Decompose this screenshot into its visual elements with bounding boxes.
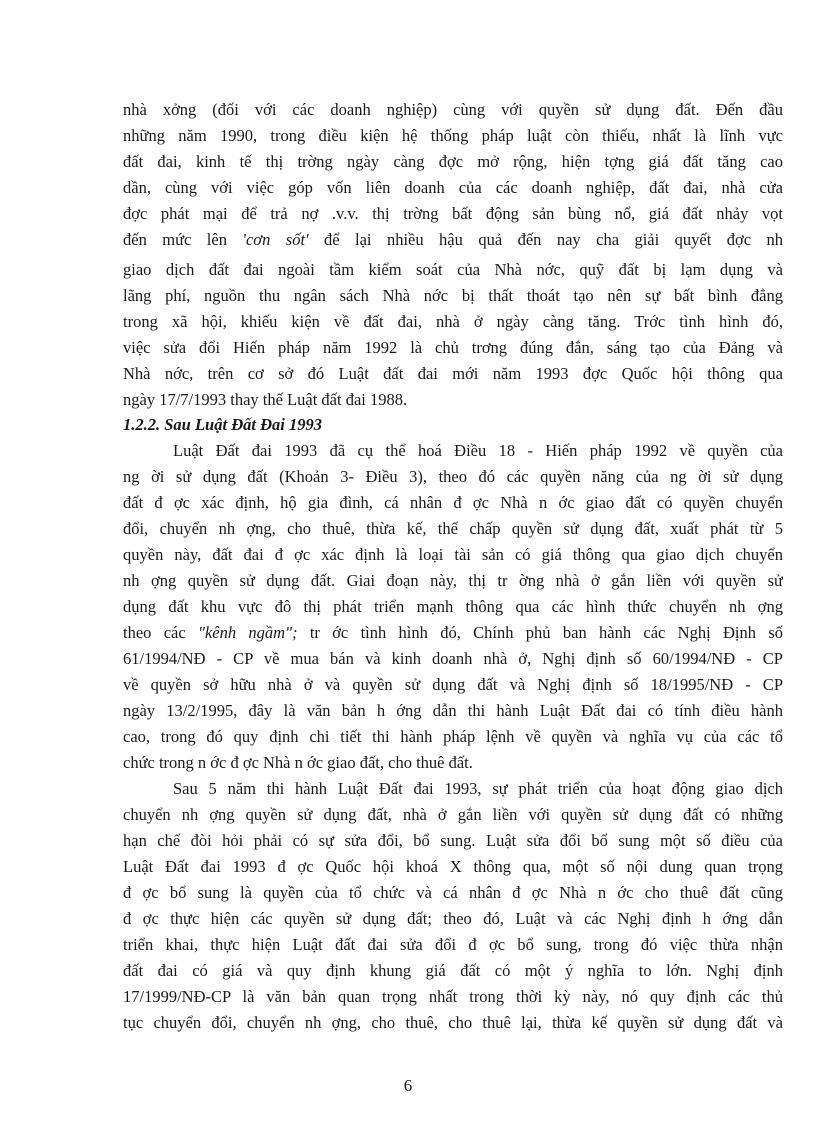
text-line: dụng đất khu vực đô thị phát triển mạnh thông qua các hình thức chuyển nh ợng: [123, 597, 783, 616]
text-line: 61/1994/NĐ - CP về mua bán và kinh doanh nhà ở, Nghị định số 60/1994/NĐ - CP: [123, 649, 783, 668]
text-line: những năm 1990, trong điều kiện hệ thống pháp luật còn thiếu, nhất là lĩnh vực: [123, 126, 783, 145]
text-line: triển khai, thực hiện Luật đất đai sửa đổi đ ợc bổ sung, trong đó việc thừa nhận: [123, 935, 783, 954]
text-line: đ ợc bổ sung là quyền của tổ chức và cá nhân đ ợc Nhà n ớc cho thuê đất cũng: [123, 883, 783, 902]
text-line: quyền này, đất đai đ ợc xác định là loại tài sản có giá thông qua giao dịch chuyển: [123, 545, 783, 564]
text-line: [123, 227, 783, 253]
text-line: đất đai, kinh tế thị trờng ngày càng đợc mở rộng, hiện tợng giá đất tăng cao: [123, 152, 783, 171]
text-line: Sau 5 năm thi hành Luật Đất đai 1993, sự phát triển của hoạt động giao dịch: [173, 779, 783, 798]
text-line: lãng phí, nguồn thu ngân sách Nhà nớc bị thất thoát tạo nên sự bất bình đẳng: [123, 286, 783, 305]
text-run: đến mức lên: [123, 230, 243, 249]
text-line: nhà xởng (đối với các doanh nghiệp) cùng với quyền sử dụng đất. Đến đầu: [123, 100, 783, 119]
text-line: Luật Đất đai 1993 đ ợc Quốc hội khoá X thông qua, một số nội dung quan trọng: [123, 857, 783, 876]
text-line: đ ợc thực hiện các quyền sử dụng đất; theo đó, Luật và các Nghị định h ớng dẫn: [123, 909, 783, 928]
text-line: đổi, chuyển nh ợng, cho thuê, thừa kế, thế chấp quyền sử dụng đất, xuất phát từ 5: [123, 519, 783, 538]
section-heading: 1.2.2. Sau Luật Đất Đai 1993: [123, 415, 322, 434]
text-line: giao dịch đất đai ngoài tầm kiểm soát của Nhà nớc, quỹ đất bị lạm dụng và: [123, 260, 783, 279]
text-line: chức trong n ớc đ ợc Nhà n ớc giao đất, cho thuê đất.: [123, 753, 473, 772]
text-line: Nhà nớc, trên cơ sở đó Luật đất đai mới năm 1993 đợc Quốc hội thông qua: [123, 364, 783, 383]
text-run: để lại nhiều hậu quả đến nay cha giải quyết đợc nh: [308, 230, 783, 249]
text-line: việc sửa đổi Hiến pháp năm 1992 là chủ trơng đúng đắn, sáng tạo của Đảng và: [123, 338, 783, 357]
text-line: tục chuyển đổi, chuyển nh ợng, cho thuê, cho thuê lại, thừa kế quyền sử dụng đất và: [123, 1013, 783, 1032]
text-line: hạn chế đòi hỏi phải có sự sửa đổi, bổ sung. Luật sửa đổi bổ sung một số điều của: [123, 831, 783, 850]
emphasis-text: "kênh ngầm";: [198, 623, 298, 642]
page-number: 6: [403, 1076, 413, 1095]
text-line: dần, cùng với việc góp vốn liên doanh của các doanh nghiệp, đất đai, nhà cửa: [123, 178, 783, 197]
text-line: đất đ ợc xác định, hộ gia đình, cá nhân đ ợc Nhà n ớc giao đất có quyền chuyển: [123, 493, 783, 512]
text-line: Luật Đất đai 1993 đã cụ thể hoá Điều 18 - Hiến pháp 1992 về quyền của: [173, 441, 783, 460]
text-line: ngày 13/2/1995, đây là văn bản h ớng dẫn thi hành Luật Đất đai có tính điều hành: [123, 701, 783, 720]
text-line: 17/1999/NĐ-CP là văn bản quan trọng nhất trong thời kỳ này, nó quy định các thủ: [123, 987, 783, 1006]
text-line: chuyển nh ợng quyền sử dụng đất, nhà ở gắn liền với quyền sử dụng đất có những: [123, 805, 783, 824]
text-line: [123, 620, 783, 646]
text-line: nh ợng quyền sử dụng đất. Giai đoạn này, thị tr ờng nhà ở gắn liền với quyền sử: [123, 571, 783, 590]
text-line: cao, trong đó quy định chi tiết thi hành pháp lệnh về quyền và nghĩa vụ của các tổ: [123, 727, 783, 746]
text-line: ngày 17/7/1993 thay thế Luật đất đai 1988.: [123, 390, 408, 409]
emphasis-text: 'cơn sốt': [242, 230, 309, 249]
text-line: đợc phát mại để trả nợ .v.v. thị trờng bất động sản bùng nổ, giá đất nhảy vọt: [123, 204, 783, 223]
text-run: theo các: [123, 623, 199, 642]
text-line: về quyền sở hữu nhà ở và quyền sử dụng đất và Nghị định số 18/1995/NĐ - CP: [123, 675, 783, 694]
text-line: trong xã hội, khiếu kiện về đất đai, nhà ở ngày càng tăng. Trớc tình hình đó,: [123, 312, 783, 331]
text-line: ng ời sử dụng đất (Khoản 3- Điều 3), theo đó các quyền năng của ng ời sử dụng: [123, 467, 783, 486]
text-run: tr ớc tình hình đó, Chính phủ ban hành các Nghị Định số: [297, 623, 783, 642]
text-line: đất đai có giá và quy định khung giá đất có một ý nghĩa to lớn. Nghị định: [123, 961, 783, 980]
